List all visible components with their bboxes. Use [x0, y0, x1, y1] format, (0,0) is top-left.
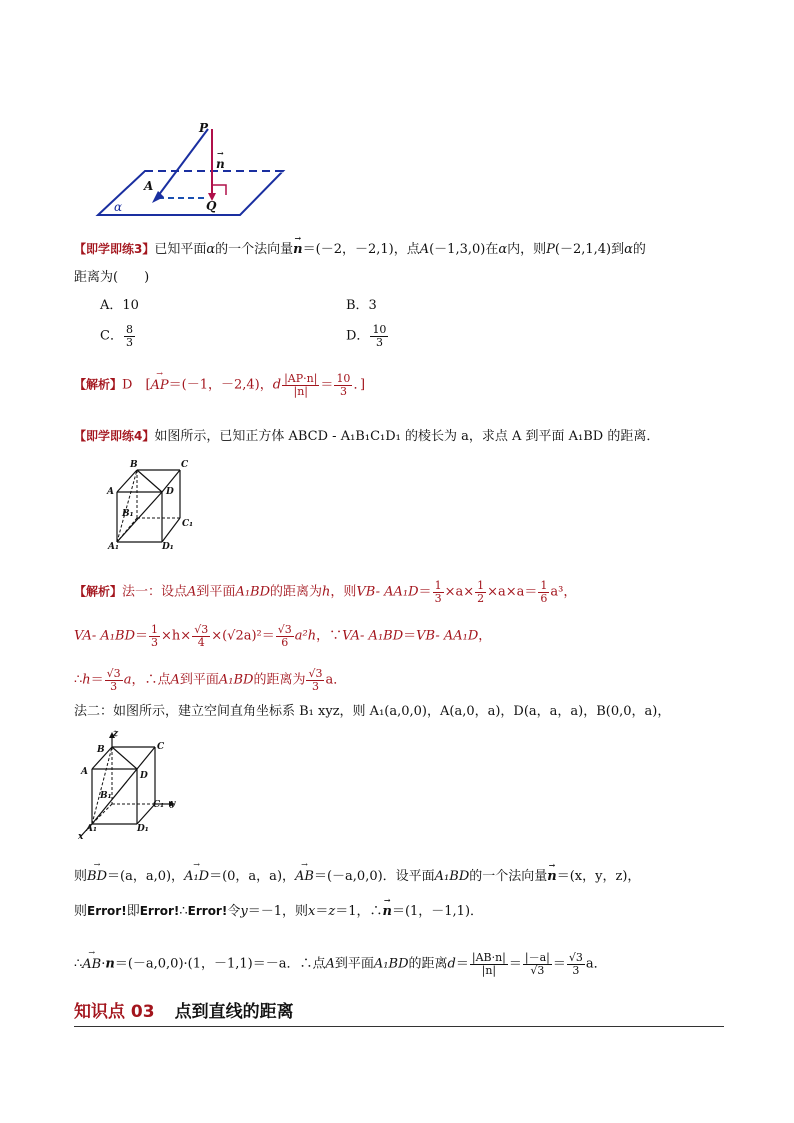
- cube2-D: D: [140, 771, 148, 781]
- cube1-C1: C₁: [182, 519, 194, 529]
- cube1-A1: A₁: [108, 542, 119, 552]
- section-title: 点到直线的距离: [174, 1002, 294, 1022]
- cube2-B: B: [97, 745, 105, 755]
- label-alpha: α: [114, 200, 123, 214]
- cube1-B1: B₁: [122, 509, 134, 519]
- option-A: A．10: [100, 298, 139, 313]
- solution-4-line3: ∴h＝ $\frac{√3}{3}$ a，∴点A到平面A₁BD的距离为 $\frac{√3}{3}$ a．: [74, 667, 347, 693]
- vector-PA: [158, 129, 208, 196]
- cube2-A1: A₁: [86, 824, 97, 834]
- solution-4-method2-normal: 则Error!即Error!∴Error!令y＝－1，则x＝z＝1，∴→ n＝(1，－1,1)．: [74, 905, 483, 918]
- cube2-C1: C₁: [153, 800, 165, 810]
- cube-figure-1: [100, 460, 210, 555]
- label-P: P: [199, 121, 209, 135]
- cube2-B1: B₁: [100, 791, 112, 801]
- cube2-D1: D₁: [137, 824, 149, 834]
- solution-4-method2-vectors: 则→ BD＝(a，a,0)，→ A₁D＝(0，a，a)，→ AB＝(－a,0,0)．设平面A₁BD的一个法向量→ n＝(x，y，z)，: [74, 870, 640, 883]
- plane-alpha: [98, 171, 283, 215]
- exercise-4-tag: 【即学即练4】: [74, 429, 155, 443]
- label-A: A: [144, 179, 154, 193]
- cube1-B: B: [130, 460, 138, 470]
- exercise-3-line2: 距离为( ): [74, 270, 150, 285]
- solution-4-line1: 【解析】法一：设点A到平面A₁BD的距离为h，则VB- AA₁D＝ $\frac{1}{3}$ ×a× $\frac{1}{2}$ ×a×a＝ $\frac{1}{6}$ a³，: [74, 579, 577, 605]
- cube2-z: z: [113, 729, 119, 739]
- option-D: D． $\frac{10}{3}$: [346, 323, 387, 349]
- solution-3: 【解析】D [→ AP＝(－1，－2,4)，d $\frac{|AP\cdot n|}{|n|}$ ＝ $\frac{10}{3}$ ．]: [74, 373, 365, 397]
- cube1-D1: D₁: [162, 542, 174, 552]
- exercise-3-tag: 【即学即练3】: [74, 242, 155, 256]
- exercise-4: 【即学即练4】如图所示，已知正方体 ABCD - A₁B₁C₁D₁ 的棱长为 a，求点 A 到平面 A₁BD 的距离．: [74, 429, 660, 444]
- cube1-D: D: [166, 487, 174, 497]
- option-C: C． $\frac{8}{3}$: [100, 323, 133, 349]
- section-heading: [74, 1004, 294, 1021]
- cube2-y: y: [170, 799, 176, 809]
- cube2-A: A: [81, 767, 88, 777]
- cube2-C: C: [157, 742, 165, 752]
- label-Q: Q: [206, 199, 217, 213]
- solution-4-line2: VA- A₁BD＝ $\frac{1}{3}$ ×h× $\frac{√3}{4}$ ×(√2a)²＝ $\frac{√3}{6}$ a²h，∵VA- A₁BD＝VB- AA₁D，: [74, 623, 492, 649]
- solution-4-method2-line1: 法二：如图所示，建立空间直角坐标系 B₁ xyz，则 A₁(a,0,0)，A(a,0，a)，D(a，a，a)，B(0,0，a)，: [74, 704, 671, 719]
- cube1-C: C: [181, 460, 189, 470]
- section-number: 知识点 03: [74, 1002, 155, 1022]
- option-B: B．3: [346, 298, 377, 313]
- exercise-3-line1: 【即学即练3】已知平面α的一个法向量→ n＝(－2，－2,1)，点A(－1,3,0)在α内，则P(－2,1,4)到α的: [74, 243, 646, 256]
- label-n: → n: [216, 158, 225, 170]
- section-rule: [74, 1026, 724, 1027]
- cube2-x: x: [78, 832, 84, 842]
- solution-4-method2-result: ∴→ AB·n＝(－a,0,0)·(1，－1,1)＝－a．∴点A到平面A₁BD的距离d＝ $\frac{|AB\cdot n|}{|n|}$ ＝ $\frac{|-a|}{√3}$ ＝ $\frac{√3}{3}$ a．: [74, 952, 607, 976]
- cube1-A: A: [107, 487, 114, 497]
